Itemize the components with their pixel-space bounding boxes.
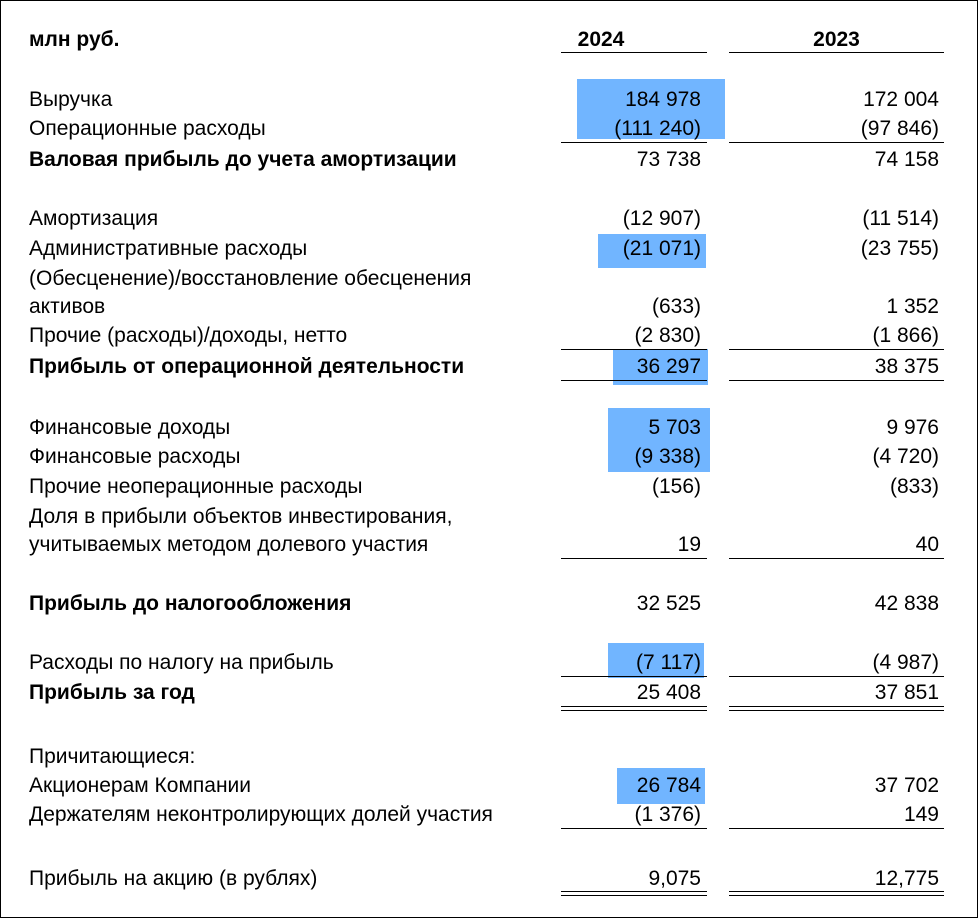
double-underline: [729, 891, 944, 892]
value-2024: 32 525: [636, 592, 701, 615]
value-2024: 9,075: [648, 867, 701, 890]
value-2023: 1 352: [886, 295, 939, 318]
row-label: Доля в прибыли объектов инвестирования,: [29, 505, 453, 528]
row-label: Прибыль от операционной деятельности: [29, 355, 465, 378]
row-label: Прибыль до налогообложения: [29, 592, 352, 615]
row-label: Прибыль на акцию (в рублях): [29, 867, 318, 890]
value-2023: (833): [889, 475, 939, 498]
double-underline: [561, 706, 707, 707]
header-underline-2024: [561, 52, 707, 53]
value-2023: (23 755): [860, 237, 939, 260]
double-underline: [561, 710, 707, 711]
double-underline: [561, 895, 707, 896]
value-2023: (97 846): [860, 117, 939, 140]
subtotal-line: [561, 142, 707, 143]
value-2024: 19: [677, 533, 701, 556]
value-2024: (156): [651, 475, 701, 498]
subtotal-line: [561, 828, 707, 829]
units-label: млн руб.: [29, 28, 120, 51]
row-label: Операционные расходы: [29, 117, 266, 140]
value-2023: (4 987): [872, 651, 939, 674]
row-label: Причитающиеся:: [29, 745, 196, 768]
row-label: Держателям неконтролирующих долей участия: [29, 803, 493, 826]
subtotal-line: [729, 349, 944, 350]
row-label: Акционерам Компании: [29, 774, 251, 797]
value-2024: (633): [651, 295, 701, 318]
value-2023: 38 375: [874, 355, 939, 378]
subtotal-line: [729, 828, 944, 829]
double-underline: [729, 895, 944, 896]
value-2023: 12,775: [874, 867, 939, 890]
column-header-2023: 2023: [813, 28, 860, 51]
value-2023: 37 702: [874, 774, 939, 797]
row-label: учитываемых методом долевого участия: [29, 533, 429, 556]
double-underline: [729, 710, 944, 711]
row-label: Административные расходы: [29, 237, 308, 260]
value-2024: 36 297: [636, 355, 701, 378]
double-underline: [729, 706, 944, 707]
total-line: [729, 380, 944, 381]
row-label: Валовая прибыль до учета амортизации: [29, 148, 457, 171]
row-label: Финансовые доходы: [29, 416, 231, 439]
value-2023: 74 158: [874, 148, 939, 171]
value-2023: (11 514): [862, 207, 939, 230]
value-2024: 184 978: [625, 88, 701, 111]
value-2023: 172 004: [863, 88, 939, 111]
value-2024: 5 703: [648, 416, 701, 439]
value-2023: (1 866): [872, 324, 939, 347]
value-2024: 25 408: [636, 681, 701, 704]
header-underline-2023: [729, 52, 944, 53]
subtotal-line: [561, 676, 707, 677]
double-underline: [561, 891, 707, 892]
value-2023: (4 720): [872, 445, 939, 468]
subtotal-line: [729, 142, 944, 143]
value-2024: (1 376): [634, 803, 701, 826]
row-label: Финансовые расходы: [29, 445, 241, 468]
subtotal-line: [561, 558, 707, 559]
value-2024: (2 830): [634, 324, 701, 347]
value-2024: 26 784: [636, 774, 701, 797]
row-label: Амортизация: [29, 207, 159, 230]
total-line: [561, 380, 707, 381]
value-2023: 37 851: [874, 681, 939, 704]
column-header-2024: 2024: [577, 28, 625, 51]
row-label: Выручка: [29, 88, 113, 111]
value-2024: (9 338): [634, 445, 701, 468]
row-label: (Обесценение)/восстановление обесценения: [29, 267, 472, 290]
value-2024: (21 071): [622, 237, 701, 260]
subtotal-line: [729, 558, 944, 559]
subtotal-line: [561, 349, 707, 350]
row-label: Прочие (расходы)/доходы, нетто: [29, 324, 348, 347]
value-2024: (12 907): [622, 207, 701, 230]
value-2023: 149: [903, 803, 939, 826]
value-2024: (7 117): [636, 651, 701, 674]
row-label: Расходы по налогу на прибыль: [29, 651, 334, 674]
value-2023: 9 976: [886, 416, 939, 439]
row-label: активов: [29, 295, 106, 318]
value-2023: 40: [915, 533, 939, 556]
value-2024: (111 240): [614, 117, 701, 140]
subtotal-line: [729, 676, 944, 677]
value-2023: 42 838: [874, 592, 939, 615]
value-2024: 73 738: [636, 148, 701, 171]
row-label: Прибыль за год: [29, 681, 195, 704]
row-label: Прочие неоперационные расходы: [29, 475, 363, 498]
